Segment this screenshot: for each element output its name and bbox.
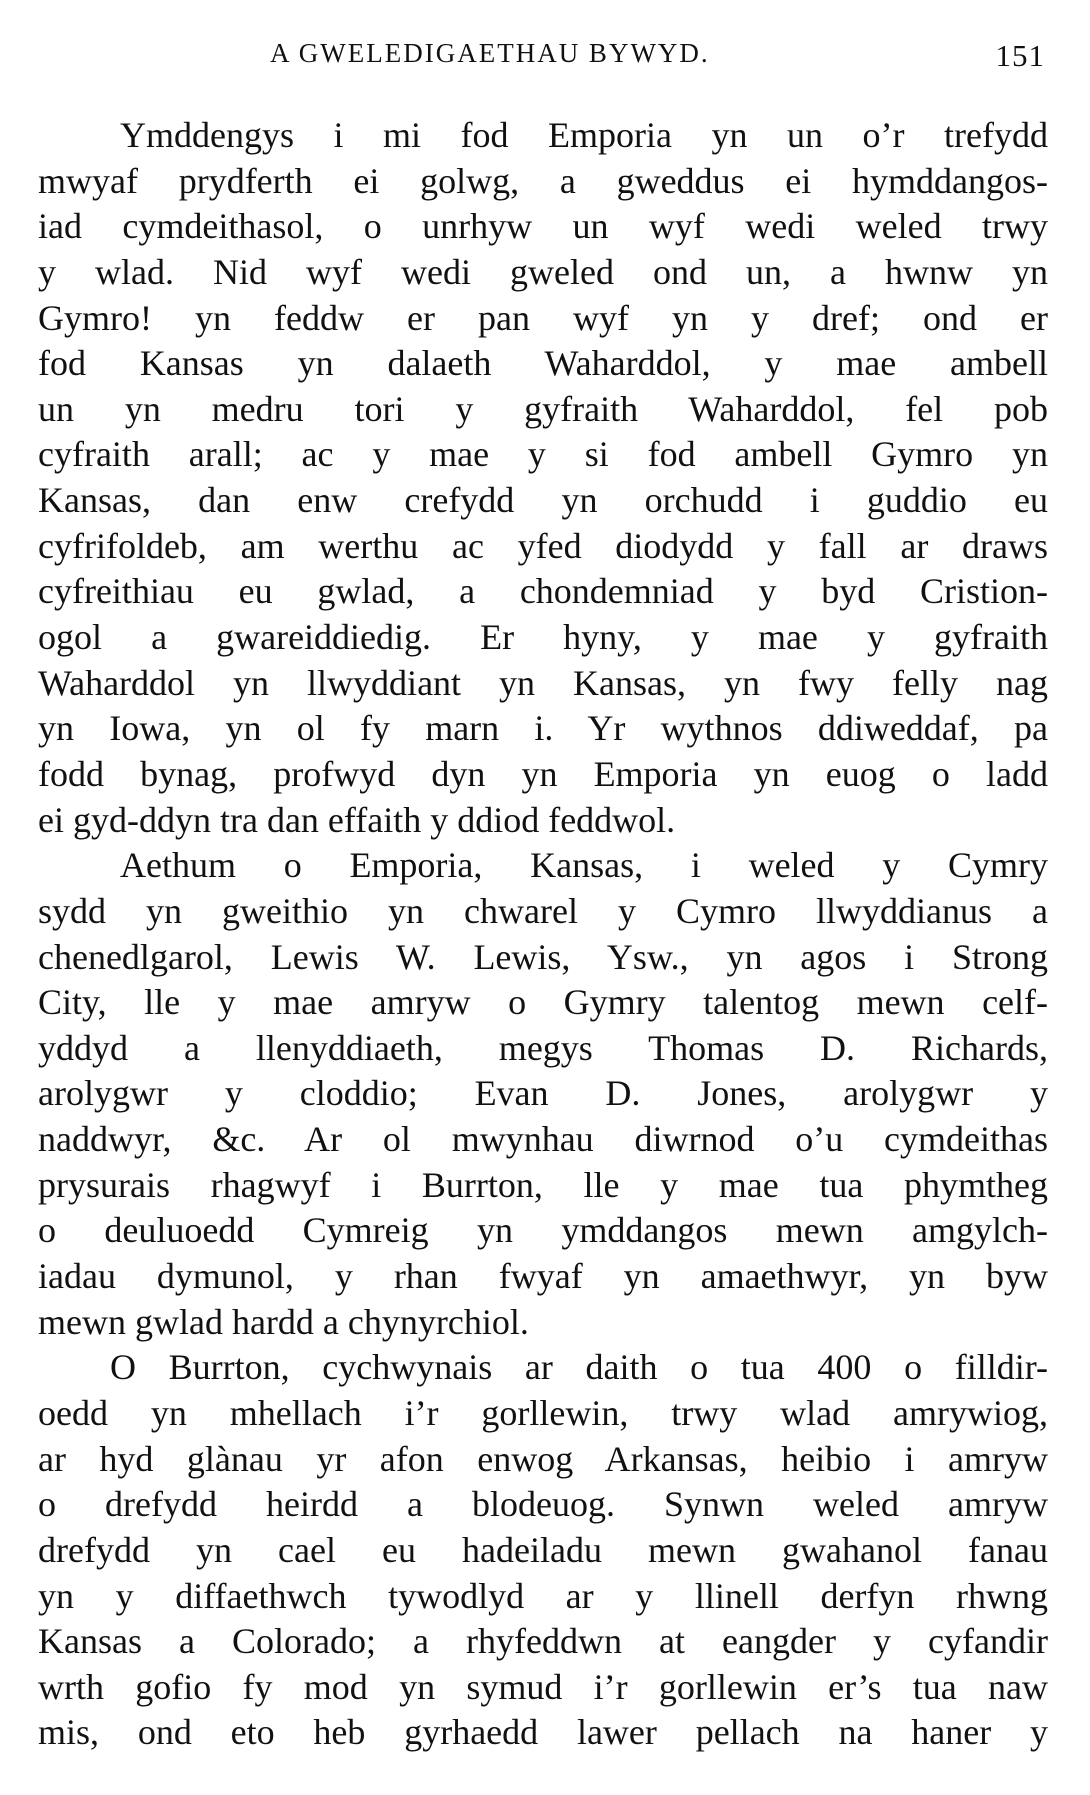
text-line: prysurais rhagwyf i Burrton, lle y mae tua phymtheg — [38, 1164, 1048, 1205]
text-line: Ymddengys i mi fod Emporia yn un o’r trefydd — [120, 115, 1048, 155]
text-line: cyfreithiau eu gwlad, a chondemniad y byd Cristion- — [38, 571, 1048, 612]
text-line: drefydd yn cael eu hadeiladu mewn gwahanol fanau — [38, 1529, 1048, 1570]
text-line: Gymro! yn feddw er pan wyf yn y dref; ond er — [38, 297, 1048, 338]
text-line: Aethum o Emporia, Kansas, i weled y Cymry — [120, 845, 1048, 886]
text-line: cyfraith arall; ac y mae y si fod ambell Gymro yn — [38, 434, 1048, 475]
text-line: iad cymdeithasol, o unrhyw un wyf wedi weled trwy — [38, 206, 1048, 247]
text-line: yn Iowa, yn ol fy marn i. Yr wythnos ddiweddaf, pa — [38, 708, 1048, 749]
text-line: mwyaf prydferth ei golwg, a gweddus ei hymddangos- — [38, 160, 1048, 201]
text-line: yddyd a llenyddiaeth, megys Thomas D. Richards, — [38, 1027, 1048, 1068]
paragraph — [38, 1345, 1048, 1756]
text-line: O Burrton, cychwynais ar daith o tua 400 o filldir- — [110, 1347, 1048, 1388]
text-line: arolygwr y cloddio; Evan D. Jones, arolygwr y — [38, 1073, 1048, 1114]
text-line: mewn gwlad hardd a chynyrchiol. — [38, 1301, 529, 1342]
text-line: naddwyr, &c. Ar ol mwynhau diwrnod o’u cymdeithas — [38, 1119, 1048, 1160]
text-line: fod Kansas yn dalaeth Waharddol, y mae ambell — [38, 343, 1048, 384]
text-line: iadau dymunol, y rhan fwyaf yn amaethwyr, yn byw — [38, 1256, 1048, 1297]
paragraph — [38, 113, 1048, 843]
running-title: A GWELEDIGAETHAU BYWYD. — [270, 38, 710, 68]
text-line: Kansas a Colorado; a rhyfeddwn at eangder y cyfandir — [38, 1621, 1048, 1662]
text-line: fodd bynag, profwyd dyn yn Emporia yn euog o ladd — [38, 753, 1048, 794]
text-line: sydd yn gweithio yn chwarel y Cymro llwyddianus a — [38, 890, 1048, 931]
paragraph — [38, 843, 1048, 1345]
text-line: o deuluoedd Cymreig yn ymddangos mewn amgylch- — [38, 1210, 1048, 1251]
text-line: un yn medru tori y gyfraith Waharddol, fel pob — [38, 388, 1048, 429]
text-line: ei gyd-ddyn tra dan effaith y ddiod feddwol. — [38, 799, 676, 840]
body-text — [38, 113, 1048, 1756]
text-line: Kansas, dan enw crefydd yn orchudd i guddio eu — [38, 480, 1048, 521]
page-number: 151 — [995, 38, 1045, 73]
text-line: y wlad. Nid wyf wedi gweled ond un, a hwnw yn — [38, 251, 1048, 292]
text-line: mis, ond eto heb gyrhaedd lawer pellach na haner y — [38, 1712, 1048, 1753]
text-line: Waharddol yn llwyddiant yn Kansas, yn fwy felly nag — [38, 662, 1048, 703]
text-line: o drefydd heirdd a blodeuog. Synwn weled amryw — [38, 1484, 1048, 1525]
text-line: ogol a gwareiddiedig. Er hyny, y mae y gyfraith — [38, 617, 1048, 658]
text-line: chenedlgarol, Lewis W. Lewis, Ysw., yn agos i Strong — [38, 936, 1048, 977]
text-line: yn y diffaethwch tywodlyd ar y llinell derfyn rhwng — [38, 1575, 1048, 1616]
text-line: oedd yn mhellach i’r gorllewin, trwy wlad amrywiog, — [38, 1392, 1048, 1433]
text-line: cyfrifoldeb, am werthu ac yfed diodydd y fall ar draws — [38, 525, 1048, 566]
running-header — [40, 38, 1050, 78]
text-line: ar hyd glànau yr afon enwog Arkansas, heibio i amryw — [38, 1438, 1048, 1479]
text-line: wrth gofio fy mod yn symud i’r gorllewin er’s tua naw — [38, 1666, 1048, 1707]
text-line: City, lle y mae amryw o Gymry talentog mewn celf- — [38, 982, 1048, 1023]
